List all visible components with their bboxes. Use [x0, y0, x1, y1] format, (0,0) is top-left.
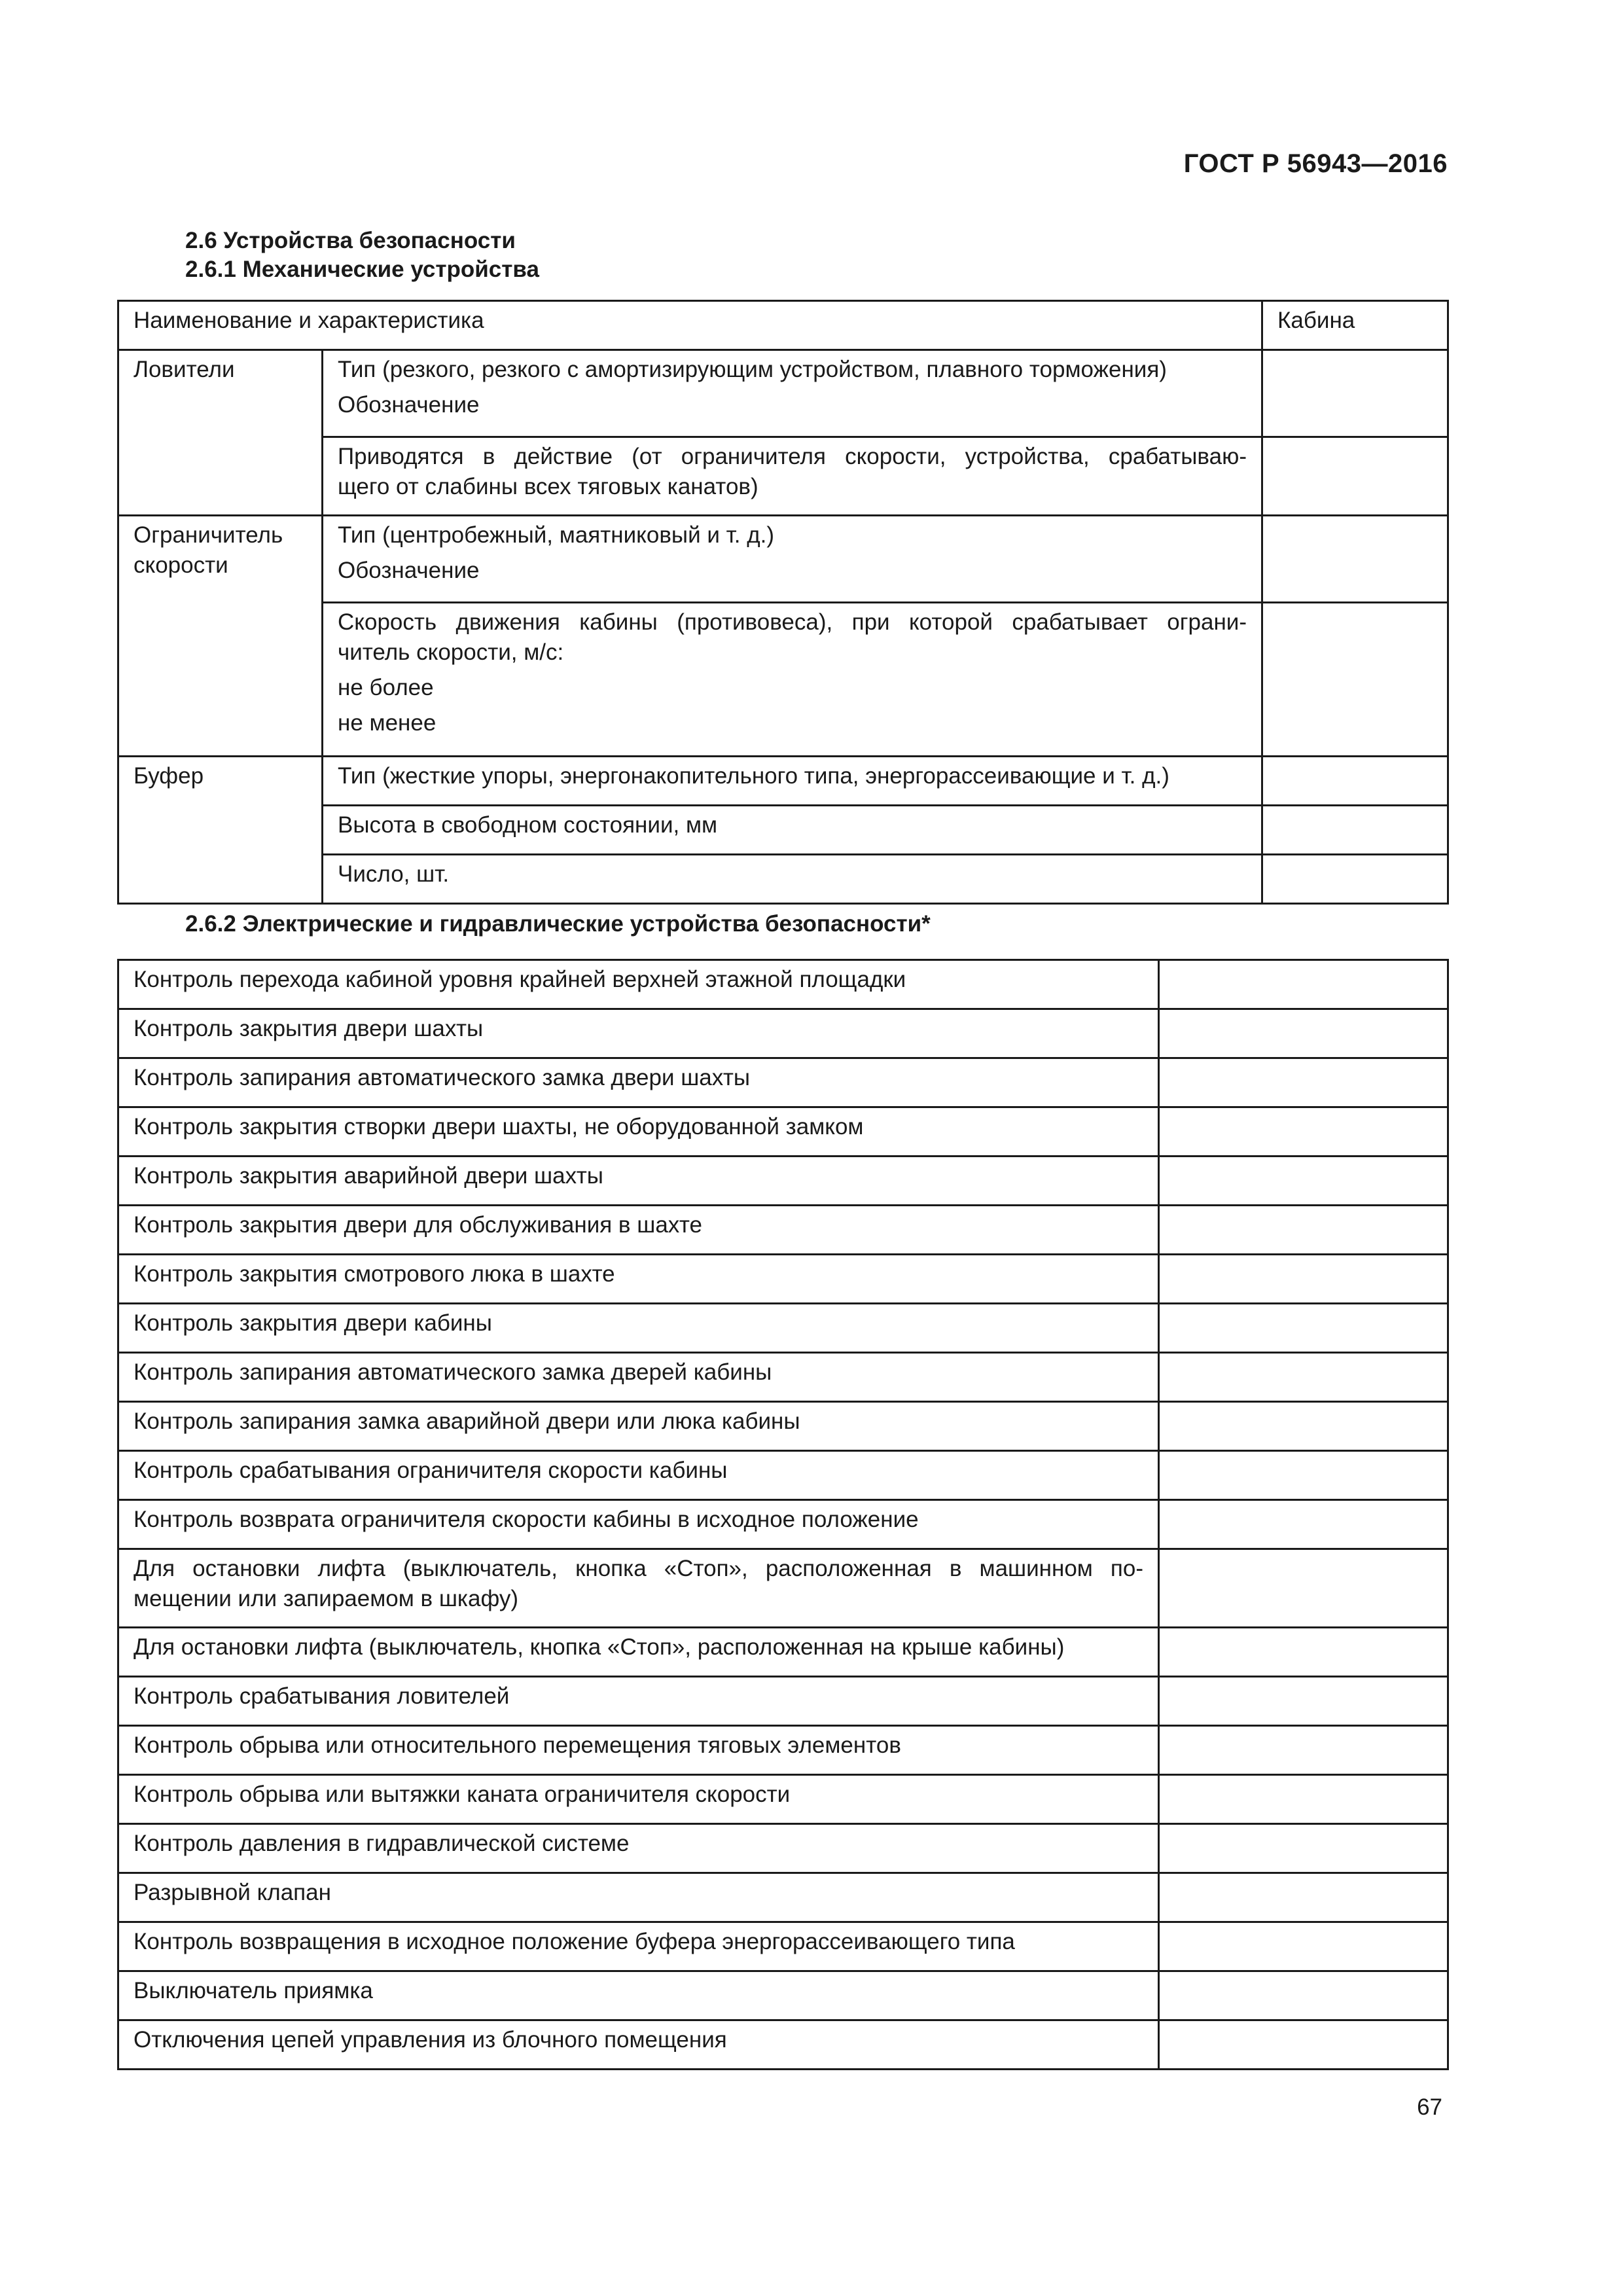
value-cell[interactable]: [1159, 1677, 1448, 1726]
value-cell[interactable]: [1159, 1549, 1448, 1628]
header-cabin-cell: Кабина: [1262, 301, 1448, 350]
device-cell: Контроль давления в гидравлической системе: [118, 1824, 1159, 1873]
value-cell[interactable]: [1159, 1922, 1448, 1971]
value-cell[interactable]: [1159, 1255, 1448, 1304]
device-cell: Контроль закрытия двери кабины: [118, 1304, 1159, 1353]
mechanical-devices-table: [117, 300, 1449, 905]
device-cell: Контроль запирания автоматического замка дверей кабины: [118, 1353, 1159, 1402]
cabin-value-cell[interactable]: [1262, 806, 1448, 855]
table-header-row: [118, 301, 1448, 350]
characteristic-cell: Тип (резкого, резкого с амортизирующим устройством, плавного торможения) Обозначение: [323, 350, 1262, 437]
value-cell[interactable]: [1159, 2020, 1448, 2070]
characteristic-cell: Скорость движения кабины (противовеса), при которой срабатывает ограни- читель скорости, м/с: не более не менее: [323, 603, 1262, 757]
value-cell[interactable]: [1159, 1402, 1448, 1451]
table-row: [118, 1971, 1448, 2020]
table-row: [118, 1009, 1448, 1058]
characteristic-cell: Высота в свободном состоянии, мм: [323, 806, 1262, 855]
value-cell[interactable]: [1159, 1058, 1448, 1107]
table-row: [118, 516, 1448, 603]
characteristic-cell: Тип (центробежный, маятниковый и т. д.) Обозначение: [323, 516, 1262, 603]
page-number: 67: [1417, 2094, 1442, 2120]
device-cell: Контроль запирания автоматического замка двери шахты: [118, 1058, 1159, 1107]
table-row: [118, 960, 1448, 1009]
cabin-value-cell[interactable]: [1262, 350, 1448, 437]
group-label-cell: Буфер: [118, 757, 323, 904]
table-row: [118, 757, 1448, 806]
value-cell[interactable]: [1159, 1971, 1448, 2020]
table-row: [118, 1107, 1448, 1157]
cabin-value-cell[interactable]: [1262, 855, 1448, 904]
table-row: [118, 350, 1448, 437]
characteristic-cell: Приводятся в действие (от ограничителя скорости, устройства, срабатываю- щего от слабины всех тяговых канатов): [323, 437, 1262, 516]
table-row: [118, 1549, 1448, 1628]
value-cell[interactable]: [1159, 1009, 1448, 1058]
value-cell[interactable]: [1159, 1628, 1448, 1677]
value-cell[interactable]: [1159, 1500, 1448, 1549]
value-cell[interactable]: [1159, 1157, 1448, 1206]
device-cell: Отключения цепей управления из блочного помещения: [118, 2020, 1159, 2070]
subsection-title-electrical: 2.6.2 Электрические и гидравлические устройства безопасности*: [185, 911, 931, 937]
table-row: [118, 1677, 1448, 1726]
device-cell: Выключатель приямка: [118, 1971, 1159, 2020]
device-cell: Контроль закрытия двери шахты: [118, 1009, 1159, 1058]
device-cell: Контроль закрытия смотрового люка в шахте: [118, 1255, 1159, 1304]
device-cell: Контроль закрытия створки двери шахты, не оборудованной замком: [118, 1107, 1159, 1157]
document-code: ГОСТ Р 56943—2016: [1183, 149, 1448, 178]
device-cell: Разрывной клапан: [118, 1873, 1159, 1922]
device-cell: Контроль срабатывания ловителей: [118, 1677, 1159, 1726]
cabin-value-cell[interactable]: [1262, 603, 1448, 757]
value-cell[interactable]: [1159, 1726, 1448, 1775]
characteristic-cell: Число, шт.: [323, 855, 1262, 904]
device-cell: Контроль перехода кабиной уровня крайней верхней этажной площадки: [118, 960, 1159, 1009]
device-cell: Контроль закрытия аварийной двери шахты: [118, 1157, 1159, 1206]
device-cell: Контроль возврата ограничителя скорости кабины в исходное положение: [118, 1500, 1159, 1549]
device-cell: Контроль возвращения в исходное положение буфера энергорассеивающего типа: [118, 1922, 1159, 1971]
group-label-cell: Ограничитель скорости: [118, 516, 323, 757]
value-cell[interactable]: [1159, 1873, 1448, 1922]
table-row: [118, 1628, 1448, 1677]
table-row: [118, 1058, 1448, 1107]
section-title: 2.6 Устройства безопасности: [185, 228, 516, 253]
device-cell: Контроль запирания замка аварийной двери или люка кабины: [118, 1402, 1159, 1451]
value-cell[interactable]: [1159, 1304, 1448, 1353]
table-row: [118, 1304, 1448, 1353]
value-cell[interactable]: [1159, 1451, 1448, 1500]
table-row: [118, 1726, 1448, 1775]
device-cell: Контроль срабатывания ограничителя скорости кабины: [118, 1451, 1159, 1500]
table-row: [118, 1451, 1448, 1500]
table-row: [118, 1157, 1448, 1206]
value-cell[interactable]: [1159, 1824, 1448, 1873]
device-cell: Контроль обрыва или вытяжки каната ограничителя скорости: [118, 1775, 1159, 1824]
group-label-cell: Ловители: [118, 350, 323, 516]
table-row: [118, 1775, 1448, 1824]
cabin-value-cell[interactable]: [1262, 516, 1448, 603]
header-name-cell: Наименование и характеристика: [118, 301, 1262, 350]
table-row: [118, 1206, 1448, 1255]
subsection-title-mechanical: 2.6.1 Механические устройства: [185, 257, 539, 282]
device-cell: Для остановки лифта (выключатель, кнопка «Стоп», расположенная на крыше кабины): [118, 1628, 1159, 1677]
value-cell[interactable]: [1159, 1107, 1448, 1157]
table-row: [118, 1402, 1448, 1451]
table-row: [118, 2020, 1448, 2070]
device-cell: Контроль закрытия двери для обслуживания в шахте: [118, 1206, 1159, 1255]
electrical-devices-table: [117, 959, 1449, 2070]
device-cell: Для остановки лифта (выключатель, кнопка «Стоп», расположенная в машинном по- мещении или запираемом в шкафу): [118, 1549, 1159, 1628]
characteristic-cell: Тип (жесткие упоры, энергонакопительного типа, энергорассеивающие и т. д.): [323, 757, 1262, 806]
table-row: [118, 1922, 1448, 1971]
cabin-value-cell[interactable]: [1262, 437, 1448, 516]
device-cell: Контроль обрыва или относительного перемещения тяговых элементов: [118, 1726, 1159, 1775]
value-cell[interactable]: [1159, 1353, 1448, 1402]
value-cell[interactable]: [1159, 960, 1448, 1009]
table-row: [118, 1824, 1448, 1873]
table-row: [118, 1255, 1448, 1304]
table-row: [118, 1353, 1448, 1402]
cabin-value-cell[interactable]: [1262, 757, 1448, 806]
table-row: [118, 1873, 1448, 1922]
value-cell[interactable]: [1159, 1206, 1448, 1255]
table-row: [118, 1500, 1448, 1549]
value-cell[interactable]: [1159, 1775, 1448, 1824]
